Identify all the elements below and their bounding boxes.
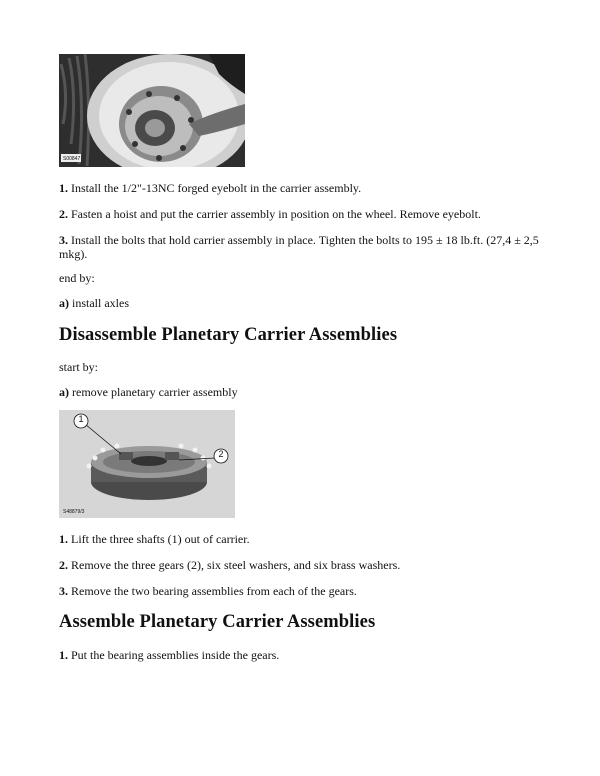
step-text: Remove the three gears (2), six steel washers, and six brass washers.	[71, 558, 401, 572]
step-text: Put the bearing assemblies inside the gears.	[71, 648, 280, 662]
step-number: 3.	[59, 584, 68, 598]
step-text: Install the 1/2"-13NC forged eyebolt in the carrier assembly.	[71, 181, 362, 195]
carrier-installation-illustration	[59, 54, 245, 167]
section-title-disassemble: Disassemble Planetary Carrier Assemblies	[59, 325, 398, 345]
disassemble-step-2	[59, 558, 539, 572]
item-letter: a)	[59, 296, 69, 310]
planetary-carrier-illustration	[59, 410, 235, 518]
step-number: 1.	[59, 648, 68, 662]
end-by-label: end by:	[59, 271, 95, 285]
callout-2-label: 2	[218, 449, 224, 459]
item-text: remove planetary carrier assembly	[72, 385, 238, 399]
step-number: 1.	[59, 532, 68, 546]
planetary-carrier-photo	[59, 410, 235, 518]
start-by-item	[59, 385, 539, 399]
end-by-item	[59, 296, 539, 310]
step-number: 3.	[59, 233, 68, 247]
item-text: install axles	[72, 296, 129, 310]
step-number: 2.	[59, 558, 68, 572]
step-text: Install the bolts that hold carrier assembly in place. Tighten the bolts to 195 ± 18 lb.ft. (27,4 ± 2,5 mkg).	[59, 233, 539, 261]
item-letter: a)	[59, 385, 69, 399]
step-text: Lift the three shafts (1) out of carrier.	[71, 532, 250, 546]
callout-1-label: 1	[78, 414, 84, 424]
disassemble-step-3	[59, 584, 539, 598]
install-step-2	[59, 207, 539, 221]
carrier-installation-photo	[59, 54, 245, 167]
install-step-3	[59, 233, 539, 261]
section-title-assemble: Assemble Planetary Carrier Assemblies	[59, 612, 376, 632]
assemble-step-1	[59, 648, 539, 662]
start-by-label: start by:	[59, 360, 98, 374]
step-number: 1.	[59, 181, 68, 195]
figure1-id-label: S00847	[63, 156, 81, 162]
step-number: 2.	[59, 207, 68, 221]
install-step-1	[59, 181, 539, 195]
step-text: Remove the two bearing assemblies from each of the gears.	[71, 584, 357, 598]
step-text: Fasten a hoist and put the carrier assembly in position on the wheel. Remove eyebolt.	[71, 207, 481, 221]
disassemble-step-1	[59, 532, 539, 546]
figure2-id-label: S48879/3	[63, 509, 85, 515]
